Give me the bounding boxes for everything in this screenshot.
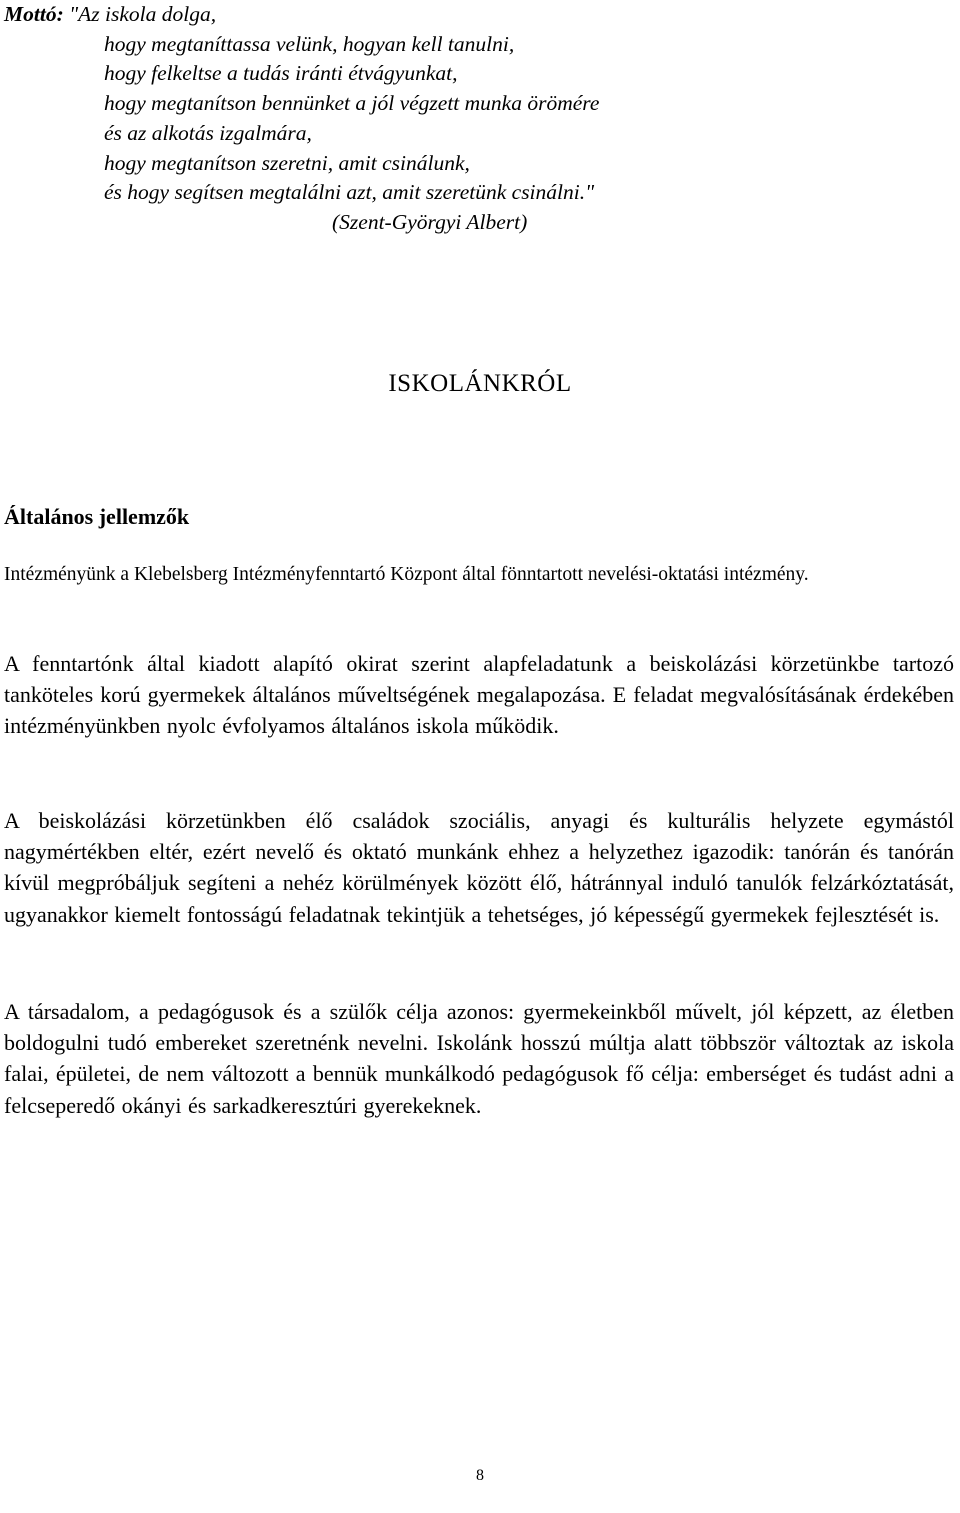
motto-line: és az alkotás izgalmára, bbox=[104, 120, 312, 145]
motto-line: hogy megtaníttassa velünk, hogyan kell tanulni, bbox=[104, 31, 515, 56]
body-paragraph: A társadalom, a pedagógusok és a szülők célja azonos: gyermekeinkből művelt, jól képzett, az életben boldogulni tudó embereket szeretnénk nevelni. Iskolánk hosszú múltja alatt többször változtak az iskola falai, épületei, de nem változott a bennük munkálkodó pedagógusok fő célja: emberséget és tudást adni a felcseperedő okányi és sarkadkeresztúri gyerekeknek. bbox=[4, 999, 954, 1118]
body-paragraph: Intézményünk a Klebelsberg Intézményfenntartó Központ által fönntartott nevelési-oktatási intézmény. bbox=[4, 564, 809, 585]
section-heading: Általános jellemzők bbox=[4, 504, 190, 529]
motto-line: és hogy segítsen megtalálni azt, amit szeretünk csinálni." bbox=[104, 180, 595, 205]
page-title: ISKOLÁNKRÓL bbox=[388, 370, 572, 397]
motto-quote-start: "Az iskola dolga, bbox=[69, 2, 217, 26]
body-paragraph: A beiskolázási körzetünkben élő családok szociális, anyagi és kulturális helyzete egymástól nagymértékben eltér, ezért nevelő és oktató munkánk ehhez a helyzethez igazodik: tanórán és tanórán kívül megpróbáljuk segíteni a nehéz körülmények között élő, hátránnyal induló tanulók felzárkóztatását, ugyanakkor kiemelt fontosságú feladatnak tekintjük a tehetséges, jó képességű gyermekek fejlesztését is. bbox=[4, 808, 954, 927]
motto-line: hogy felkeltse a tudás iránti étvágyunkat, bbox=[104, 61, 458, 86]
body-paragraph: A fenntartónk által kiadott alapító okirat szerint alapfeladatunk a beiskolázási körzetünkbe tartozó tanköteles korú gyermekek általános műveltségének megalapozása. E feladat megvalósításának érdekében intézményünkben nyolc évfolyamos általános iskola működik. bbox=[4, 651, 954, 739]
motto-line: hogy megtanítson szeretni, amit csinálunk, bbox=[104, 150, 470, 175]
page-number: 8 bbox=[476, 1467, 484, 1484]
motto-line bbox=[4, 0, 956, 30]
motto-block bbox=[4, 0, 956, 238]
motto-label: Mottó: bbox=[4, 2, 64, 26]
motto-author: (Szent-Györgyi Albert) bbox=[332, 209, 528, 234]
motto-line: hogy megtanítson bennünket a jól végzett munka örömére bbox=[104, 91, 600, 116]
